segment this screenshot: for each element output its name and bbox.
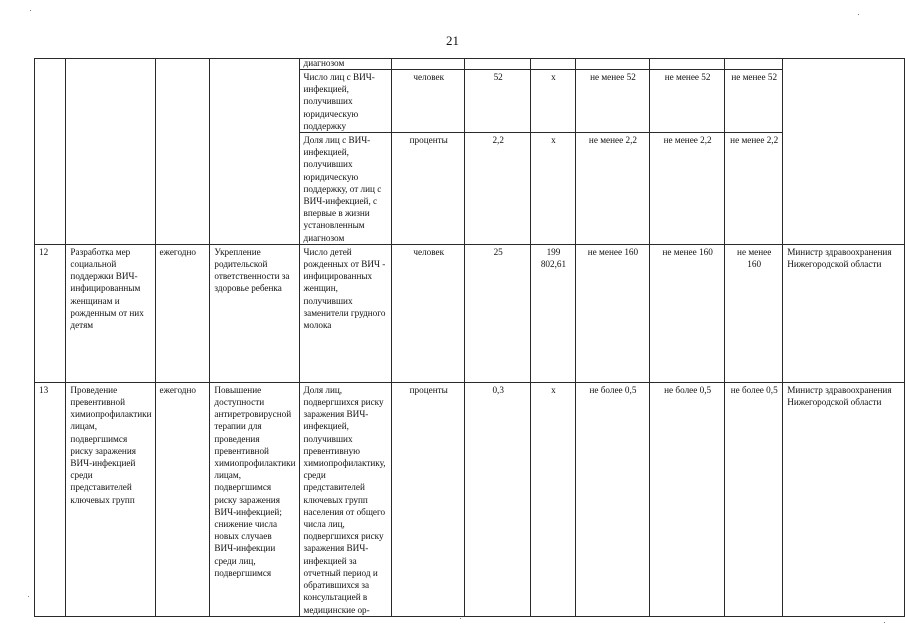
indicator-cell: Число лиц с ВИЧ-инфекцией, получивших юридическую поддержку [299,70,392,133]
unit-cell: человек [392,70,465,133]
year4-cell [725,59,783,70]
year1-cell: 199 802,61 [531,244,576,382]
year3-cell [650,59,725,70]
measure-cell: Проведение превентивной химиопрофилактики лицам, подвергшимся риску заражения ВИЧ-инфекцией среди представителей ключевых групп [66,382,155,616]
base-value-cell [465,59,531,70]
base-value-cell: 2,2 [465,133,531,245]
goal-cell [210,59,299,245]
year4-cell: не менее 52 [725,70,783,133]
unit-cell: проценты [392,382,465,616]
table-row [35,59,905,70]
responsible-cell: Министр здравоохранения Нижегородской области [783,382,905,616]
year1-cell: х [531,382,576,616]
year3-cell: не менее 160 [650,244,725,382]
year1-cell: х [531,133,576,245]
year4-cell: не более 0,5 [725,382,783,616]
goal-cell: Укрепление родительской ответственности за здоровье ребенка [210,244,299,382]
indicators-table [34,58,905,617]
row-number-cell: 12 [35,244,66,382]
scan-speck [30,10,31,11]
year2-cell: не менее 52 [575,70,649,133]
table-row [35,244,905,382]
scan-speck [28,596,29,597]
year2-cell: не менее 160 [575,244,649,382]
indicator-cell: Число детей рожденных от ВИЧ - инфицированных женщин, получивших заменители грудного молока [299,244,392,382]
base-value-cell: 0,3 [465,382,531,616]
scan-speck [884,622,885,623]
table-row [35,382,905,616]
period-cell: ежегодно [155,382,210,616]
measure-cell: Разработка мер социальной поддержки ВИЧ-инфицированным женщинам и рожденным от них детям [66,244,155,382]
responsible-cell [783,59,905,245]
period-cell [155,59,210,245]
page-number: 21 [446,33,459,48]
responsible-cell: Министр здравоохранения Нижегородской области [783,244,905,382]
row-number-cell: 13 [35,382,66,616]
scan-speck [460,618,461,619]
base-value-cell: 52 [465,70,531,133]
year4-cell: не менее 160 [725,244,783,382]
year3-cell: не менее 52 [650,70,725,133]
year3-cell: не менее 2,2 [650,133,725,245]
indicator-cell: Доля лиц с ВИЧ-инфекцией, получивших юридическую поддержку, от лиц с ВИЧ-инфекцией, с впервые в жизни установленным диагнозом [299,133,392,245]
indicator-cell: диагнозом [299,59,392,70]
measure-cell [66,59,155,245]
base-value-cell: 25 [465,244,531,382]
unit-cell: проценты [392,133,465,245]
year4-cell: не менее 2,2 [725,133,783,245]
row-number-cell [35,59,66,245]
year2-cell [575,59,649,70]
indicator-cell: Доля лиц, подвергшихся риску заражения ВИЧ-инфекцией, получивших превентивную химиопрофилактику, среди представителей ключевых групп населения от общего числа лиц, подвергшихся риску заражения ВИЧ-инфекцией за отчетный период и обратившихся за консультацией в медицинские ор- [299,382,392,616]
year1-cell: х [531,70,576,133]
year1-cell [531,59,576,70]
period-cell: ежегодно [155,244,210,382]
unit-cell: человек [392,244,465,382]
year3-cell: не более 0,5 [650,382,725,616]
year2-cell: не менее 2,2 [575,133,649,245]
scan-speck [858,14,859,15]
year2-cell: не более 0,5 [575,382,649,616]
goal-cell: Повышение доступности антиретровирусной терапии для проведения превентивной химиопрофилактики лицам, подвергшимся риску заражения ВИЧ-инфекцией; снижение числа новых случаев ВИЧ-инфекции среди лиц, подвергшимся [210,382,299,616]
unit-cell [392,59,465,70]
